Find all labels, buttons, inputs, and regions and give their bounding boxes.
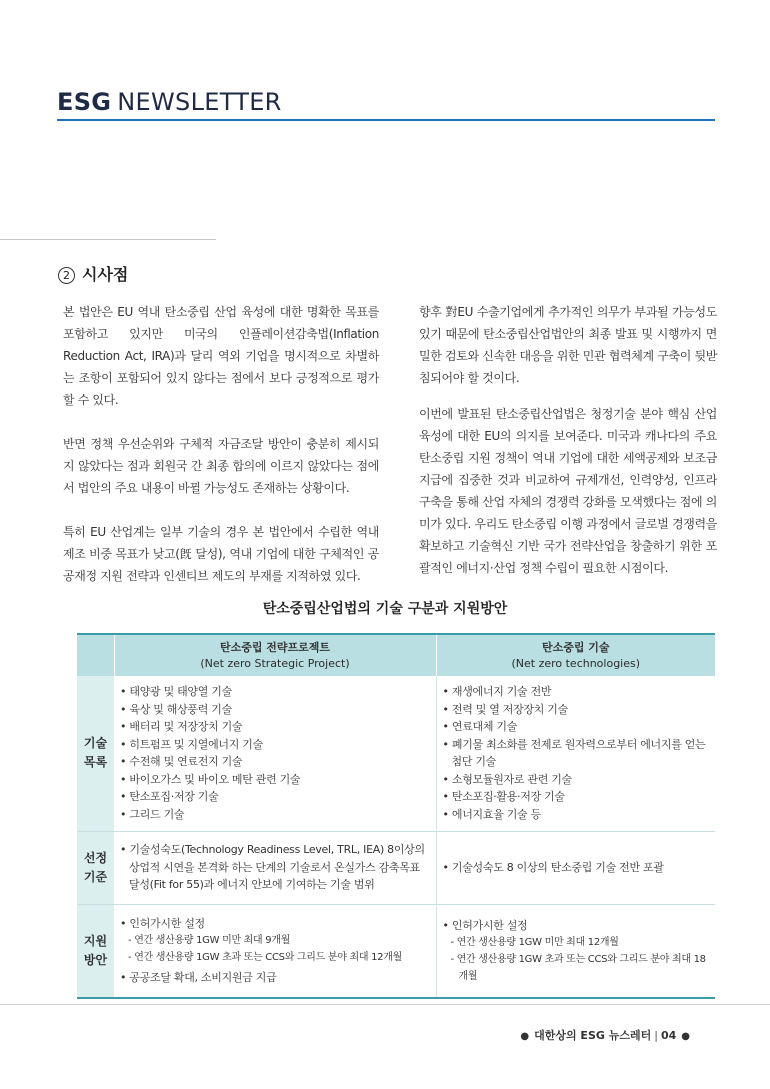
bullet-dot-icon: ● <box>520 1031 530 1042</box>
row-label-criteria <box>77 831 114 904</box>
header-divider <box>57 119 715 121</box>
newsletter-title-word: NEWSLETTER <box>117 88 282 116</box>
table-row-criteria <box>77 831 715 904</box>
page-footer <box>515 1027 695 1043</box>
list-item: • 공공조달 확대, 소비지원금 지급 <box>120 969 430 987</box>
body-paragraph: 반면 정책 우선순위와 구체적 자금조달 방안이 충분히 제시되지 않았다는 점과 회원국 간 최종 합의에 이르지 않았다는 점에서 법안의 주요 내용이 바뀔 가능성도 존재하는 상황이다. <box>63 437 379 495</box>
table-header-technologies <box>436 634 715 676</box>
section-number-badge: 2 <box>58 267 75 284</box>
section-title: 시사점 <box>82 265 129 284</box>
list-item: • 태양광 및 태양열 기술 <box>120 683 430 701</box>
list-item: • 인허가시한 설정 <box>443 917 710 935</box>
newsletter-title-esg: ESG <box>57 88 112 116</box>
list-item: • 그리드 기술 <box>120 806 430 824</box>
list-item: • 탄소포집·활용·저장 기술 <box>443 788 710 806</box>
table-row-tech-list <box>77 676 715 831</box>
page-number: 04 <box>660 1029 677 1042</box>
bullet-list <box>443 859 710 877</box>
table-header-strategic <box>114 634 436 676</box>
body-paragraph: 특히 EU 산업계는 일부 기술의 경우 본 법안에서 수립한 역내 제조 비중 목표가 낮고(旣 달성), 역내 기업에 대한 구체적인 공공재정 지원 전략과 인센티브 제도의 부재를 지적하였 있다. <box>63 525 379 583</box>
body-paragraph: 향후 對EU 수출기업에게 추가적인 의무가 부과될 가능성도 있기 때문에 탄소중립산업법안의 최종 발표 및 시행까지 면밀한 검토와 신속한 대응을 위한 민관 협력체계 구축이 뒷받침되어야 할 것이다. <box>419 305 717 385</box>
list-subitem: - 연간 생산용량 1GW 미만 최대 12개월 <box>451 934 710 951</box>
list-item: • 탄소포집·저장 기술 <box>120 788 430 806</box>
list-subitem: - 연간 생산용량 1GW 초과 또는 CCS와 그리드 분야 최대 12개월 <box>128 949 430 966</box>
footer-publication: 대한상의 ESG 뉴스레터 <box>534 1029 652 1042</box>
row-label-tech-list <box>77 676 114 831</box>
list-item: • 바이오가스 및 바이오 메탄 관련 기술 <box>120 771 430 789</box>
row-label-text: 선정 기준 <box>83 850 108 884</box>
list-item: • 재생에너지 기술 전반 <box>443 683 710 701</box>
list-item: • 배터리 및 저장장치 기술 <box>120 718 430 736</box>
list-item: • 수전해 및 연료전지 기술 <box>120 753 430 771</box>
list-item: • 전력 및 열 저장장치 기술 <box>443 701 710 719</box>
left-column <box>63 301 379 587</box>
bullet-list <box>443 683 710 823</box>
body-paragraph: 본 법안은 EU 역내 탄소중립 산업 육성에 대한 명확한 목표를 포함하고 있지만 미국의 인플레이션감축법(Inflation Reduction Act, IRA)과 달리 역외 기업을 명시적으로 차별하는 조항이 포함되어 있지 않다는 점에서 보다 긍정적으로 평가 할 수 있다. <box>63 305 379 407</box>
list-subitem: - 연간 생산용량 1GW 미만 최대 9개월 <box>128 932 430 949</box>
table-title: 탄소중립산업법의 기술 구분과 지원방안 <box>262 601 508 617</box>
row-label-support <box>77 904 114 998</box>
cell-technologies-support <box>436 904 715 998</box>
list-item: • 히트펌프 및 지열에너지 기술 <box>120 736 430 754</box>
cell-strategic-criteria <box>114 831 436 904</box>
right-column <box>419 301 717 579</box>
bullet-list <box>120 969 430 987</box>
section-heading <box>58 262 128 285</box>
bullet-list <box>443 917 710 935</box>
table-row-support <box>77 904 715 998</box>
section-divider <box>0 239 216 240</box>
column-title: 탄소중립 기술 <box>541 640 610 654</box>
list-item: • 인허가시한 설정 <box>120 915 430 933</box>
dash-list <box>120 932 430 966</box>
cell-strategic-support <box>114 904 436 998</box>
technology-support-table <box>77 633 715 999</box>
footer-separator: | <box>654 1029 658 1042</box>
column-subtitle: (Net zero Strategic Project) <box>200 656 350 670</box>
column-title: 탄소중립 전략프로젝트 <box>219 640 331 654</box>
bullet-list <box>120 841 430 894</box>
row-label-text: 지원 방안 <box>83 933 108 967</box>
column-subtitle: (Net zero technologies) <box>511 656 641 670</box>
list-item: • 소형모듈원자로 관련 기술 <box>443 771 710 789</box>
dash-list <box>443 934 710 985</box>
table-header-row <box>77 634 715 676</box>
list-item: • 기술성숙도(Technology Readiness Level, TRL, IEA) 8이상의 상업적 시연을 본격화 하는 단계의 기술로서 온실가스 감축목표 달성(Fit for 55)과 에너지 안보에 기여하는 기술 범위 <box>120 841 430 894</box>
bullet-list <box>120 915 430 933</box>
footer-divider <box>0 1004 770 1005</box>
row-label-text: 기술 목록 <box>83 736 108 770</box>
cell-strategic-tech-list <box>114 676 436 831</box>
list-item: • 육상 및 해상풍력 기술 <box>120 701 430 719</box>
cell-technologies-criteria <box>436 831 715 904</box>
newsletter-title <box>57 88 282 116</box>
list-item: • 기술성숙도 8 이상의 탄소중립 기술 전반 포괄 <box>443 859 710 877</box>
list-subitem: - 연간 생산용량 1GW 초과 또는 CCS와 그리드 분야 최대 18개월 <box>451 951 710 985</box>
list-item: • 연료대체 기술 <box>443 718 710 736</box>
list-item: • 폐기물 최소화를 전제로 원자력으로부터 에너지를 얻는 첨단 기술 <box>443 736 710 771</box>
list-item: • 에너지효율 기술 등 <box>443 806 710 824</box>
bullet-list <box>120 683 430 823</box>
cell-technologies-tech-list <box>436 676 715 831</box>
body-paragraph: 이번에 발표된 탄소중립산업법은 청정기술 분야 핵심 산업 육성에 대한 EU의 의지를 보여준다. 미국과 캐나다의 주요 탄소중립 지원 정책이 역내 기업에 대한 세액공제와 보조금지급에 집중한 것과 비교하여 규제개선, 인력양성, 인프라 구축을 통해 산업 자체의 경쟁력 강화를 모색했다는 점에 의미가 있다. 우리도 탄소중립 이행 과정에서 글로벌 경쟁력을 확보하고 기술혁신 기반 국가 전략산업을 창출하기 위한 포괄적인 에너지·산업 정책 수립이 필요한 시점이다. <box>419 407 717 575</box>
table-header-empty <box>77 634 114 676</box>
bullet-dot-icon: ● <box>681 1031 690 1042</box>
